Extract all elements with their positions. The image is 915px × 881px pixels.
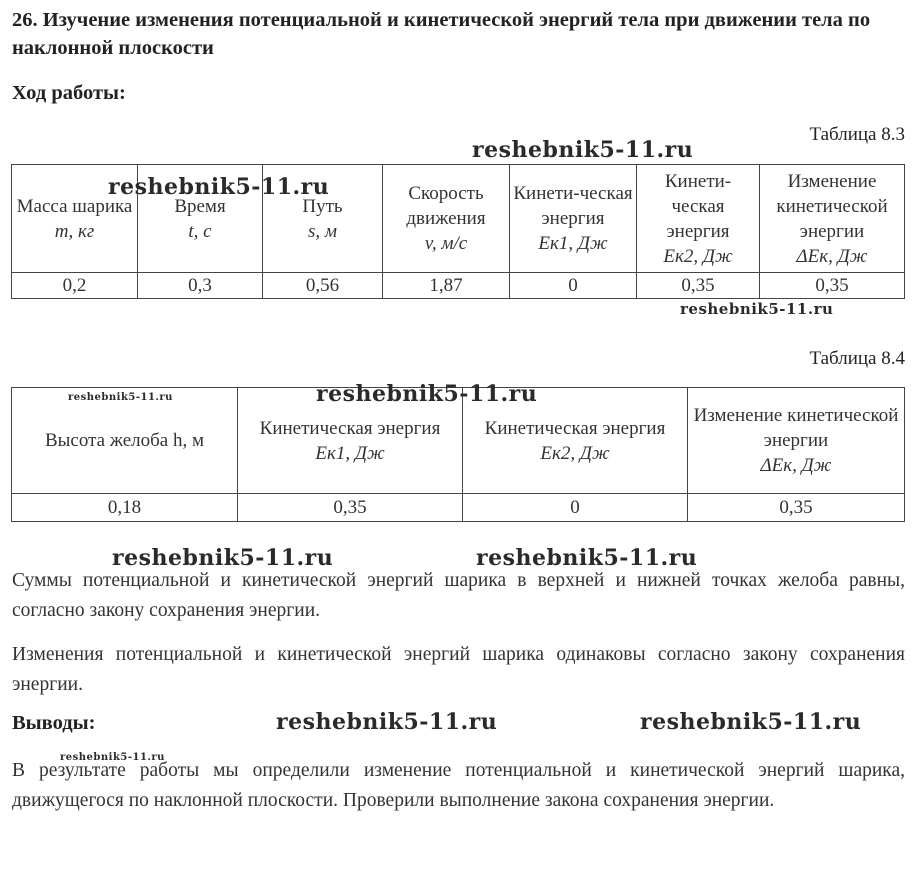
watermark: reshebnik5-11.ru	[316, 381, 538, 407]
watermark: reshebnik5-11.ru	[276, 709, 498, 735]
header-label: Кинетическая энергия	[259, 417, 441, 439]
header-label: Путь	[302, 195, 343, 217]
header-unit: ΔEк, Дж	[760, 455, 832, 476]
table-cell: 0,35	[637, 273, 760, 299]
header-unit: Ек2, Дж	[663, 245, 733, 267]
paragraph-changes: Изменения потенциальной и кинетической энергий шарика одинаковы согласно закону сохранения энергии.	[12, 644, 905, 695]
header-unit: ΔEк, Дж	[796, 245, 868, 267]
table-cell: 0,35	[760, 273, 905, 299]
table-cell: 0	[510, 273, 637, 299]
header-unit: v, м/с	[424, 233, 468, 254]
header-delta-ek	[688, 388, 905, 494]
header-unit: m, кг	[54, 220, 95, 242]
table1-caption: Таблица 8.3	[809, 124, 905, 145]
header-unit: Ек1, Дж	[538, 233, 608, 254]
table2-caption: Таблица 8.4	[809, 348, 905, 369]
conclusion-text: В результате работы мы определили изменение потенциальной и кинетической энергий шарика, движущегося по наклонной плоскости. Проверили выполнение закона сохранения энергии.	[12, 760, 905, 811]
header-unit: s, м	[307, 220, 338, 242]
table-8-4	[11, 387, 905, 522]
table-cell: 0,3	[138, 273, 263, 299]
header-label: Высота желоба h, м	[44, 430, 204, 451]
table-cell: 0,35	[238, 494, 463, 522]
header-height	[12, 388, 238, 494]
header-delta-ek	[760, 165, 905, 273]
table-cell: 0,18	[12, 494, 238, 522]
table-cell: 0,56	[263, 273, 383, 299]
conclusions-heading: Выводы:	[12, 712, 96, 734]
watermark: reshebnik5-11.ru	[476, 545, 698, 571]
header-label: Изменение кинетической энергии	[693, 405, 899, 451]
table-cell: 0,35	[688, 494, 905, 522]
table-cell: 0	[463, 494, 688, 522]
header-ek1	[510, 165, 637, 273]
watermark: reshebnik5-11.ru	[640, 709, 862, 735]
paragraph-sums: Суммы потенциальной и кинетической энергий шарика в верхней и нижней точках желоба равны, согласно закону сохранения энергии.	[12, 570, 905, 621]
table-row	[12, 273, 905, 299]
table-cell: 1,87	[383, 273, 510, 299]
header-label: Время	[174, 195, 226, 217]
header-unit: t, с	[188, 220, 212, 242]
header-unit: Ек1, Дж	[315, 442, 385, 464]
page-title: 26. Изучение изменения потенциальной и кинетической энергий тела при движении тела по наклонной плоскости	[12, 9, 871, 59]
watermark: reshebnik5-11.ru	[68, 392, 173, 403]
header-ek2	[637, 165, 760, 273]
watermark: reshebnik5-11.ru	[108, 174, 330, 200]
header-speed	[383, 165, 510, 273]
header-label: Изменение кинетической энергии	[776, 170, 888, 242]
header-label: Скорость движения	[406, 183, 486, 229]
table-cell: 0,2	[12, 273, 138, 299]
progress-heading: Ход работы:	[12, 82, 126, 104]
header-unit: Ек2, Дж	[540, 442, 610, 464]
header-label: Кинети-ческая энергия	[664, 170, 732, 242]
header-label: Кинетическая энергия	[484, 417, 666, 439]
watermark: reshebnik5-11.ru	[680, 300, 834, 318]
watermark: reshebnik5-11.ru	[112, 545, 334, 571]
watermark: reshebnik5-11.ru	[472, 137, 694, 163]
watermark: reshebnik5-11.ru	[60, 752, 165, 763]
header-label: Кинети-ческая энергия	[513, 183, 633, 229]
table-row	[12, 494, 905, 522]
header-label: Масса шарика	[16, 195, 133, 217]
